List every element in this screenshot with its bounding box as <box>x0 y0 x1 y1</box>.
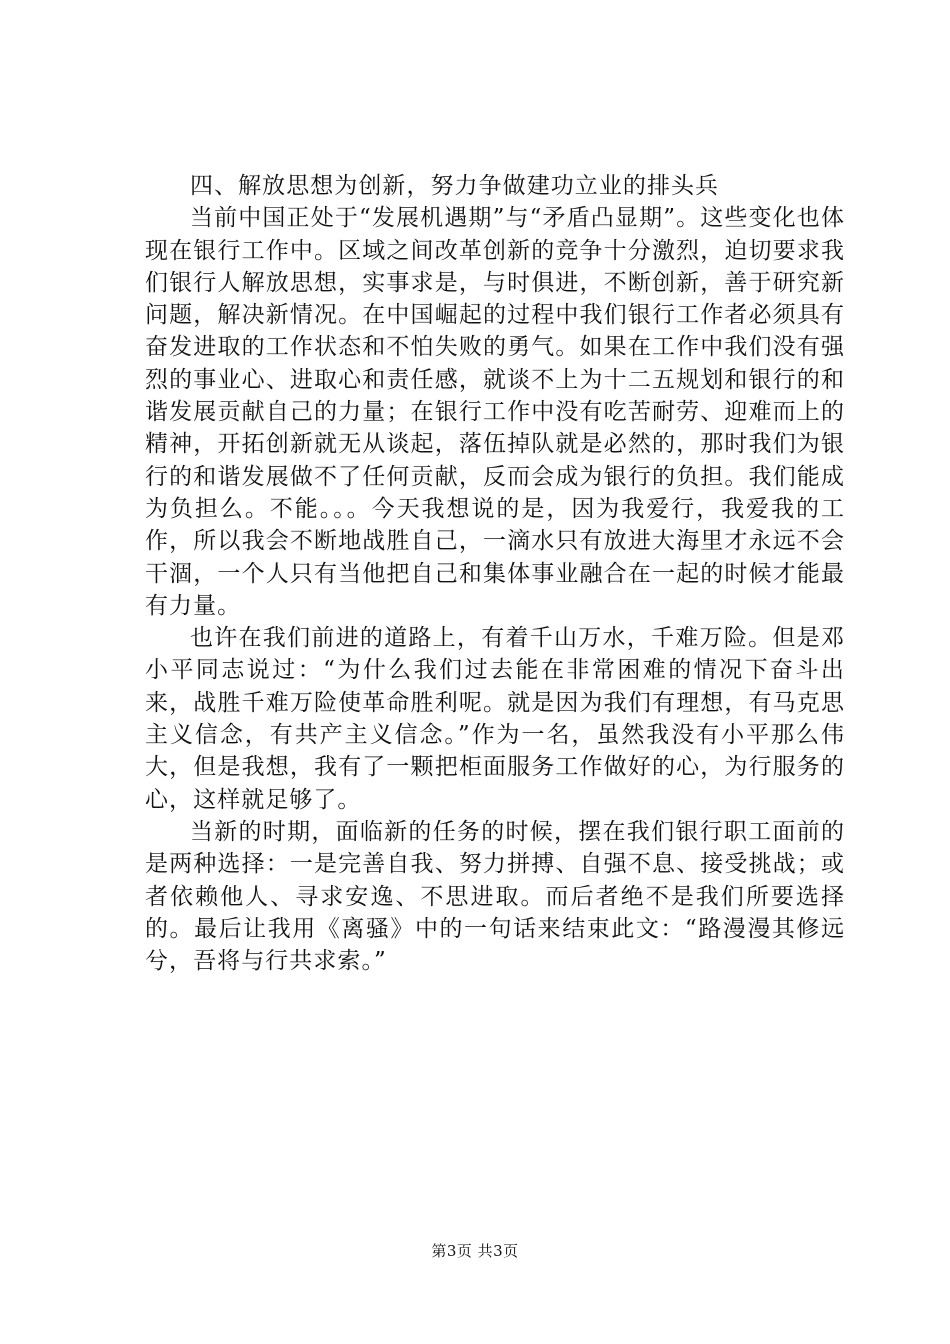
paragraph-3: 当新的时期，面临新的任务的时候，摆在我们银行职工面前的是两种选择：一是完善自我、努力拼搏、自强不息、接受挑战；或者依赖他人、寻求安逸、不思进取。而后者绝不是我们所要选择的。最后让我用《离骚》中的一句话来结束此文：“路漫漫其修远兮，吾将与行共求索。” <box>145 818 845 975</box>
page-footer <box>0 1241 950 1261</box>
section-heading: 四、解放思想为创新，努力争做建功立业的排头兵 <box>190 173 720 199</box>
document-body <box>145 170 845 977</box>
paragraph-1: 当前中国正处于“发展机遇期”与“矛盾凸显期”。这些变化也体现在银行工作中。区域之间改革创新的竞争十分激烈，迫切要求我们银行人解放思想，实事求是，与时俱进，不断创新，善于研究新问题，解决新情况。在中国崛起的过程中我们银行工作者必须具有奋发进取的工作状态和不怕失败的勇气。如果在工作中我们没有强烈的事业心、进取心和责任感，就谈不上为十二五规划和银行的和谐发展贡献自己的力量；在银行工作中没有吃苦耐劳、迎难而上的精神，开拓创新就无从谈起，落伍掉队就是必然的，那时我们为银行的和谐发展做不了任何贡献，反而会成为银行的负担。我们能成为负担么。不能。。。今天我想说的是，因为我爱行，我爱我的工作，所以我会不断地战胜自己，一滴水只有放进大海里才永远不会干涸，一个人只有当他把自己和集体事业融合在一起的时候才能最有力量。 <box>145 205 845 619</box>
page-number: 第3页 共3页 <box>431 1242 519 1260</box>
paragraph-2: 也许在我们前进的道路上，有着千山万水，千难万险。但是邓小平同志说过：“为什么我们过去能在非常困难的情况下奋斗出来，战胜千难万险使革命胜利呢。就是因为我们有理想，有马克思主义信念，有共产主义信念。”作为一名，虽然我没有小平那么伟大，但是我想，我有了一颗把柜面服务工作做好的心，为行服务的心，这样就足够了。 <box>145 625 845 813</box>
